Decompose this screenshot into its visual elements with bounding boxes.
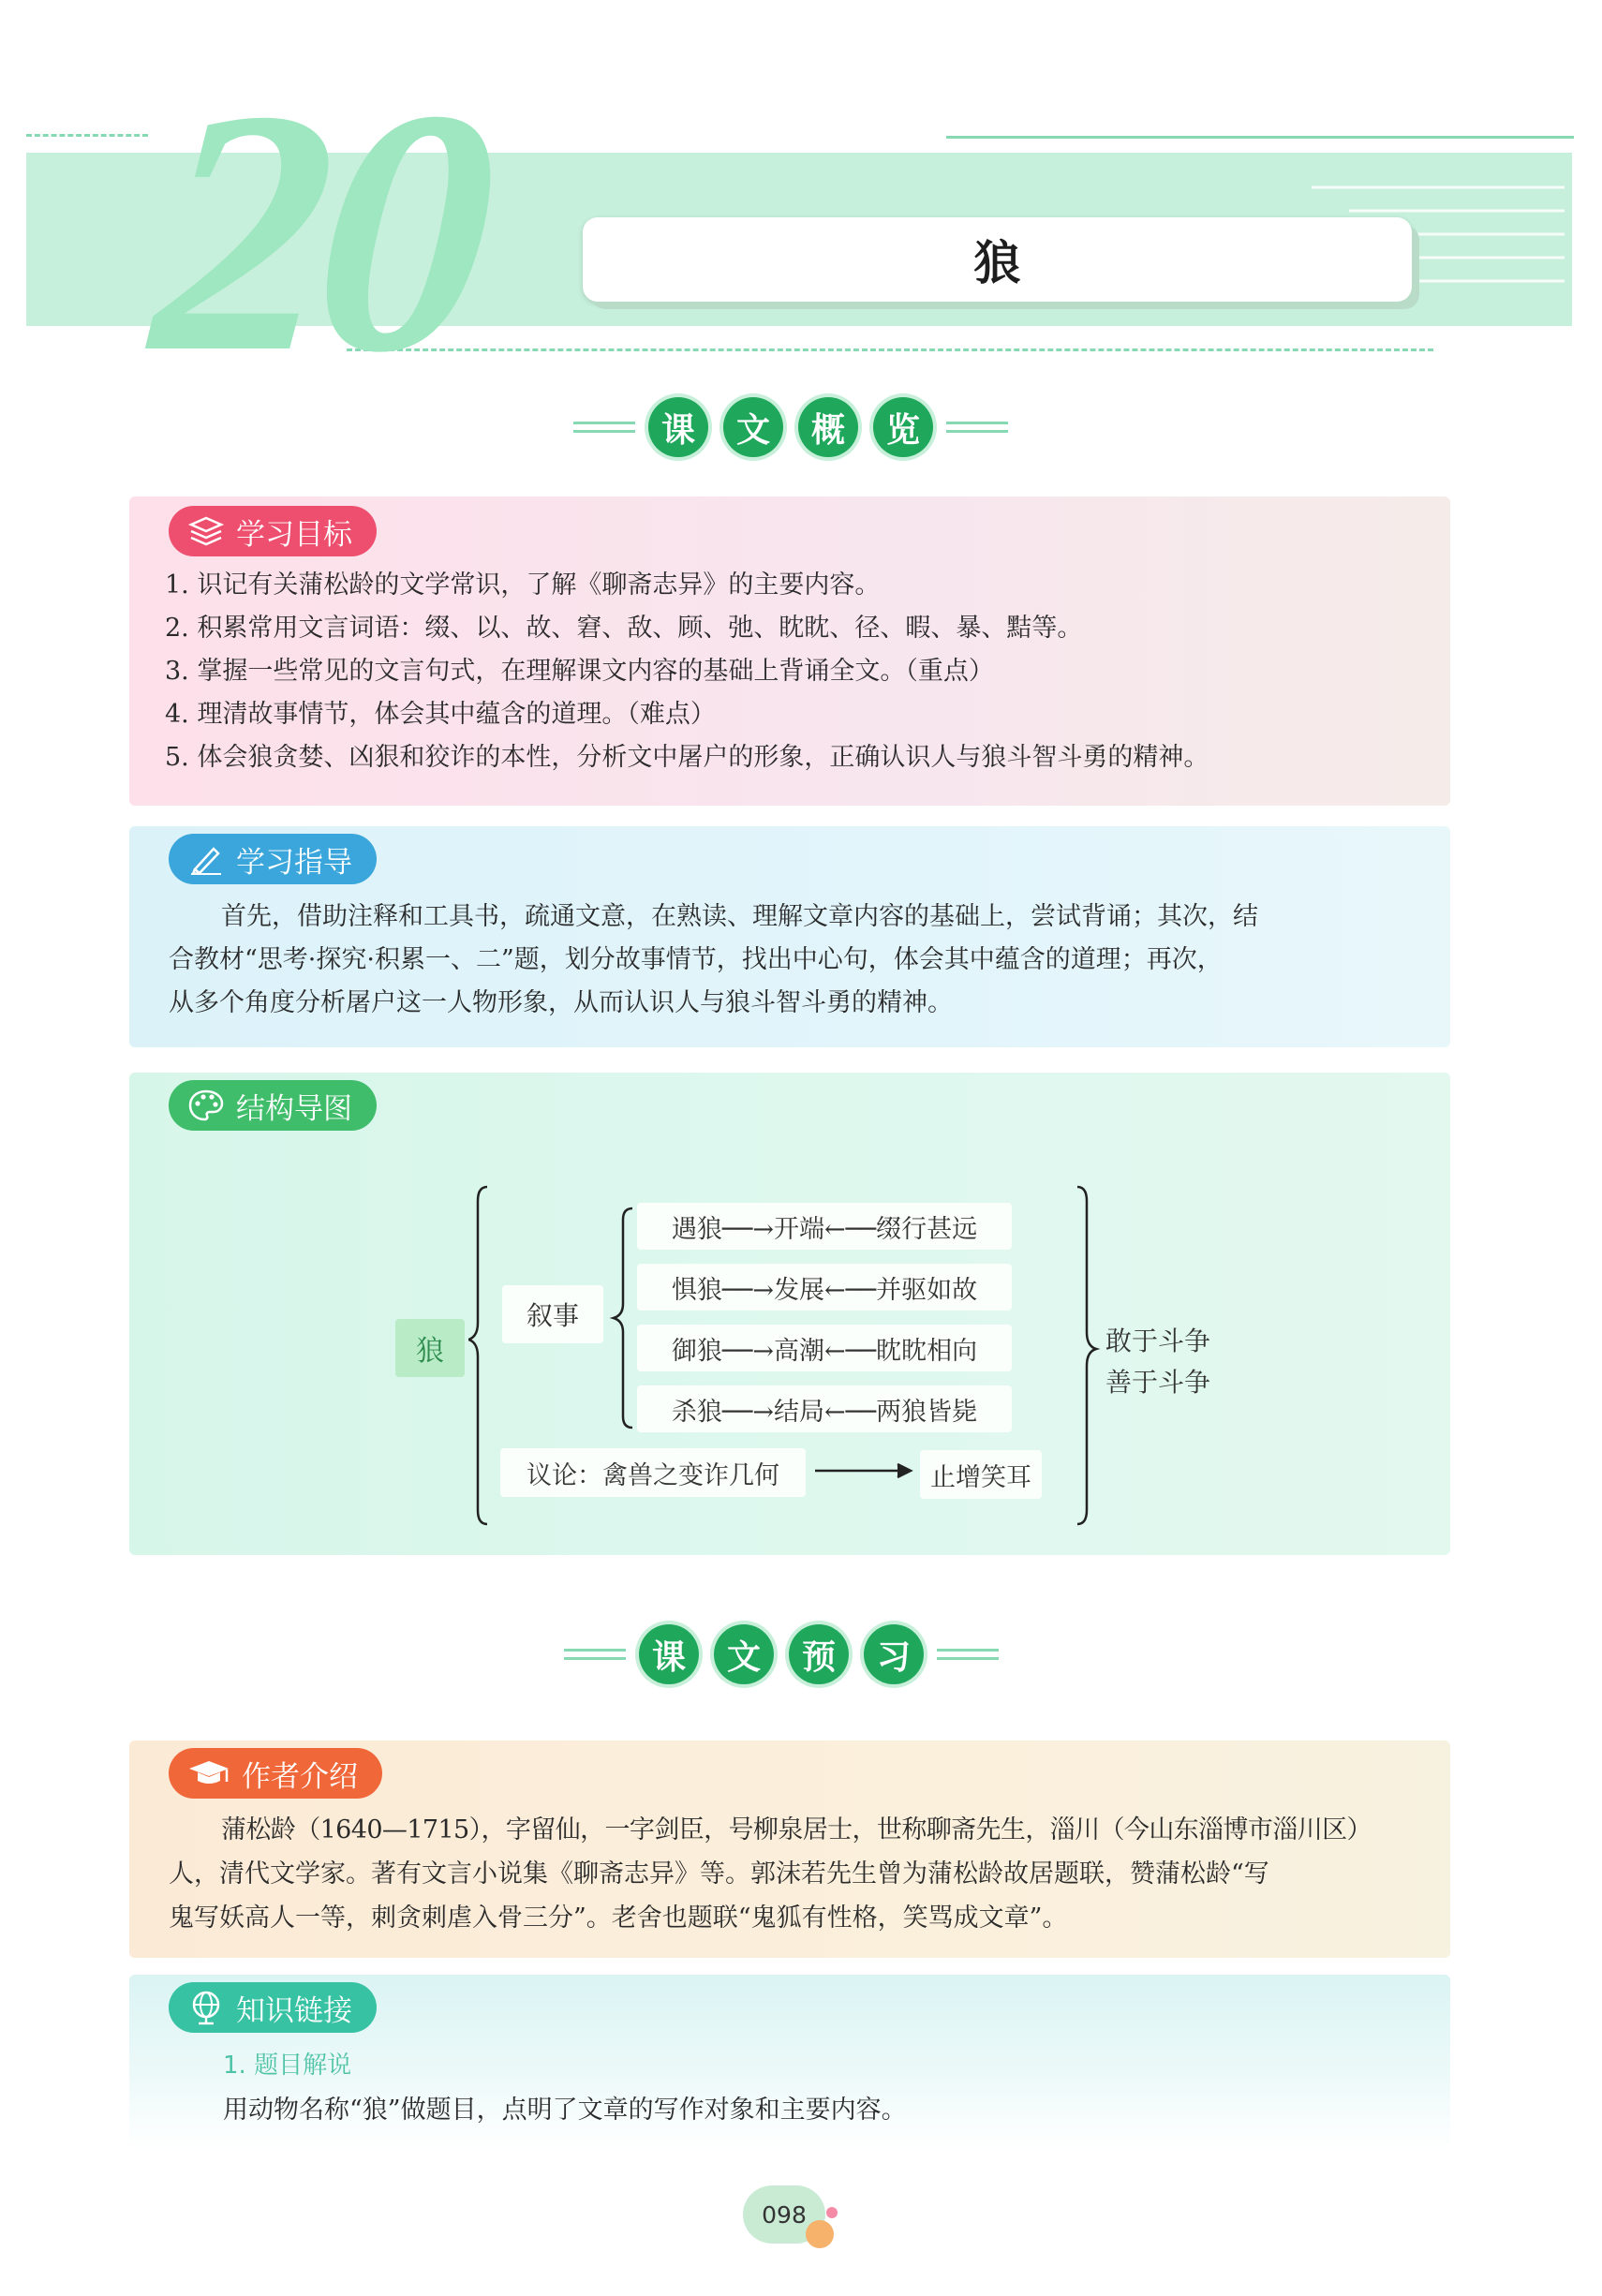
graduation-cap-icon (187, 1757, 230, 1789)
guide-line: 从多个角度分析屠户这一人物形象，从而认识人与狼斗智斗勇的精神。 (169, 988, 953, 1017)
banner-lines-left (573, 422, 635, 433)
globe-icon (187, 1989, 225, 2026)
banner-lines-left (564, 1649, 626, 1660)
page-number-dot-orange (806, 2220, 834, 2248)
banner-char: 概 (798, 397, 858, 457)
mindmap-theme: 敢于斗争 (1105, 1326, 1211, 1356)
banner-lines-right (946, 422, 1008, 433)
page-number-dot-pink (826, 2207, 838, 2218)
goal-item: 2. 积累常用文言词语：缀、以、故、窘、敌、顾、弛、眈眈、径、暇、暴、黠等。 (165, 614, 1083, 643)
books-icon (187, 515, 225, 547)
goal-item: 4. 理清故事情节，体会其中蕴含的道理。（难点） (165, 700, 716, 729)
preview-banner (564, 1624, 999, 1684)
structure-label: 结构导图 (236, 1091, 352, 1126)
structure-label-pill (169, 1080, 377, 1131)
guide-line: 合教材“思考·探究·积累一、二”题，划分故事情节，找出中心句，体会其中蕴含的道理；再次， (169, 945, 1223, 974)
knowledge-label: 知识链接 (236, 1993, 352, 2028)
guide-label-pill (169, 834, 377, 884)
header-dash-left (26, 134, 148, 137)
banner-char: 课 (648, 397, 708, 457)
knowledge-subtitle: 1. 题目解说 (223, 2052, 352, 2080)
mindmap-theme: 善于斗争 (1105, 1367, 1211, 1398)
author-line: 人，清代文学家。著有文言小说集《聊斋志异》等。郭沫若先生曾为蒲松龄故居题联，赞蒲松龄“写 (169, 1859, 1269, 1889)
header-dash-bottom (347, 348, 1433, 351)
palette-icon (187, 1089, 225, 1122)
mindmap-plot-step: 御狼──→高潮←──眈眈相向 (637, 1325, 1012, 1371)
lesson-title-box (583, 217, 1412, 302)
pencil-icon (187, 843, 225, 875)
guide-label: 学习指导 (236, 845, 352, 880)
mindmap-conclusion: 止增笑耳 (920, 1450, 1042, 1499)
mindmap-plot-step: 惧狼──→发展←──并驱如故 (637, 1264, 1012, 1311)
goals-list (165, 564, 1439, 779)
author-label: 作者介绍 (242, 1759, 358, 1794)
author-panel (129, 1741, 1450, 1958)
knowledge-label-pill (169, 1982, 377, 2033)
banner-char: 览 (873, 397, 933, 457)
banner-lines-right (937, 1649, 999, 1660)
guide-text (169, 896, 1443, 1025)
author-text (169, 1808, 1452, 1940)
guide-line: 首先，借助注释和工具书，疏通文意，在熟读、理解文章内容的基础上，尝试背诵；其次，结 (221, 902, 1258, 931)
mindmap-narrative: 叙事 (502, 1285, 603, 1343)
banner-char: 文 (714, 1624, 774, 1684)
mindmap-argument: 议论：禽兽之变诈几何 (500, 1448, 806, 1497)
mindmap-plot-step: 杀狼──→结局←──两狼皆毙 (637, 1385, 1012, 1432)
author-line: 蒲松龄（1640—1715），字留仙，一字剑臣，号柳泉居士，世称聊斋先生，淄川（今山东淄博市淄川区） (221, 1815, 1372, 1844)
knowledge-panel (129, 1975, 1450, 2151)
mindmap-root: 狼 (395, 1319, 465, 1377)
banner-char: 预 (789, 1624, 849, 1684)
lesson-title: 狼 (973, 236, 1021, 290)
lesson-number: 20 (143, 39, 494, 424)
header-line-right (946, 136, 1574, 139)
page-number: 098 (743, 2185, 825, 2244)
author-label-pill (169, 1748, 382, 1799)
overview-banner (573, 397, 1008, 457)
goal-item: 3. 掌握一些常见的文言句式，在理解课文内容的基础上背诵全文。（重点） (165, 657, 994, 686)
goal-item: 1. 识记有关蒲松龄的文学常识，了解《聊斋志异》的主要内容。 (165, 570, 881, 600)
banner-char: 课 (639, 1624, 699, 1684)
guide-panel (129, 826, 1450, 1047)
author-line: 鬼写妖高人一等，刺贪刺虐入骨三分”。老舍也题联“鬼狐有性格，笑骂成文章”。 (169, 1903, 1068, 1933)
knowledge-text: 用动物名称“狼”做题目，点明了文章的写作对象和主要内容。 (223, 2096, 907, 2125)
goals-panel (129, 496, 1450, 806)
goal-item: 5. 体会狼贪婪、凶狠和狡诈的本性，分析文中屠户的形象，正确认识人与狼斗智斗勇的精神。 (165, 743, 1209, 772)
mindmap-plot-step: 遇狼──→开端←──缀行甚远 (637, 1203, 1012, 1250)
goals-label: 学习目标 (236, 517, 352, 552)
goals-label-pill (169, 506, 377, 556)
banner-char: 文 (723, 397, 783, 457)
banner-char: 习 (864, 1624, 924, 1684)
